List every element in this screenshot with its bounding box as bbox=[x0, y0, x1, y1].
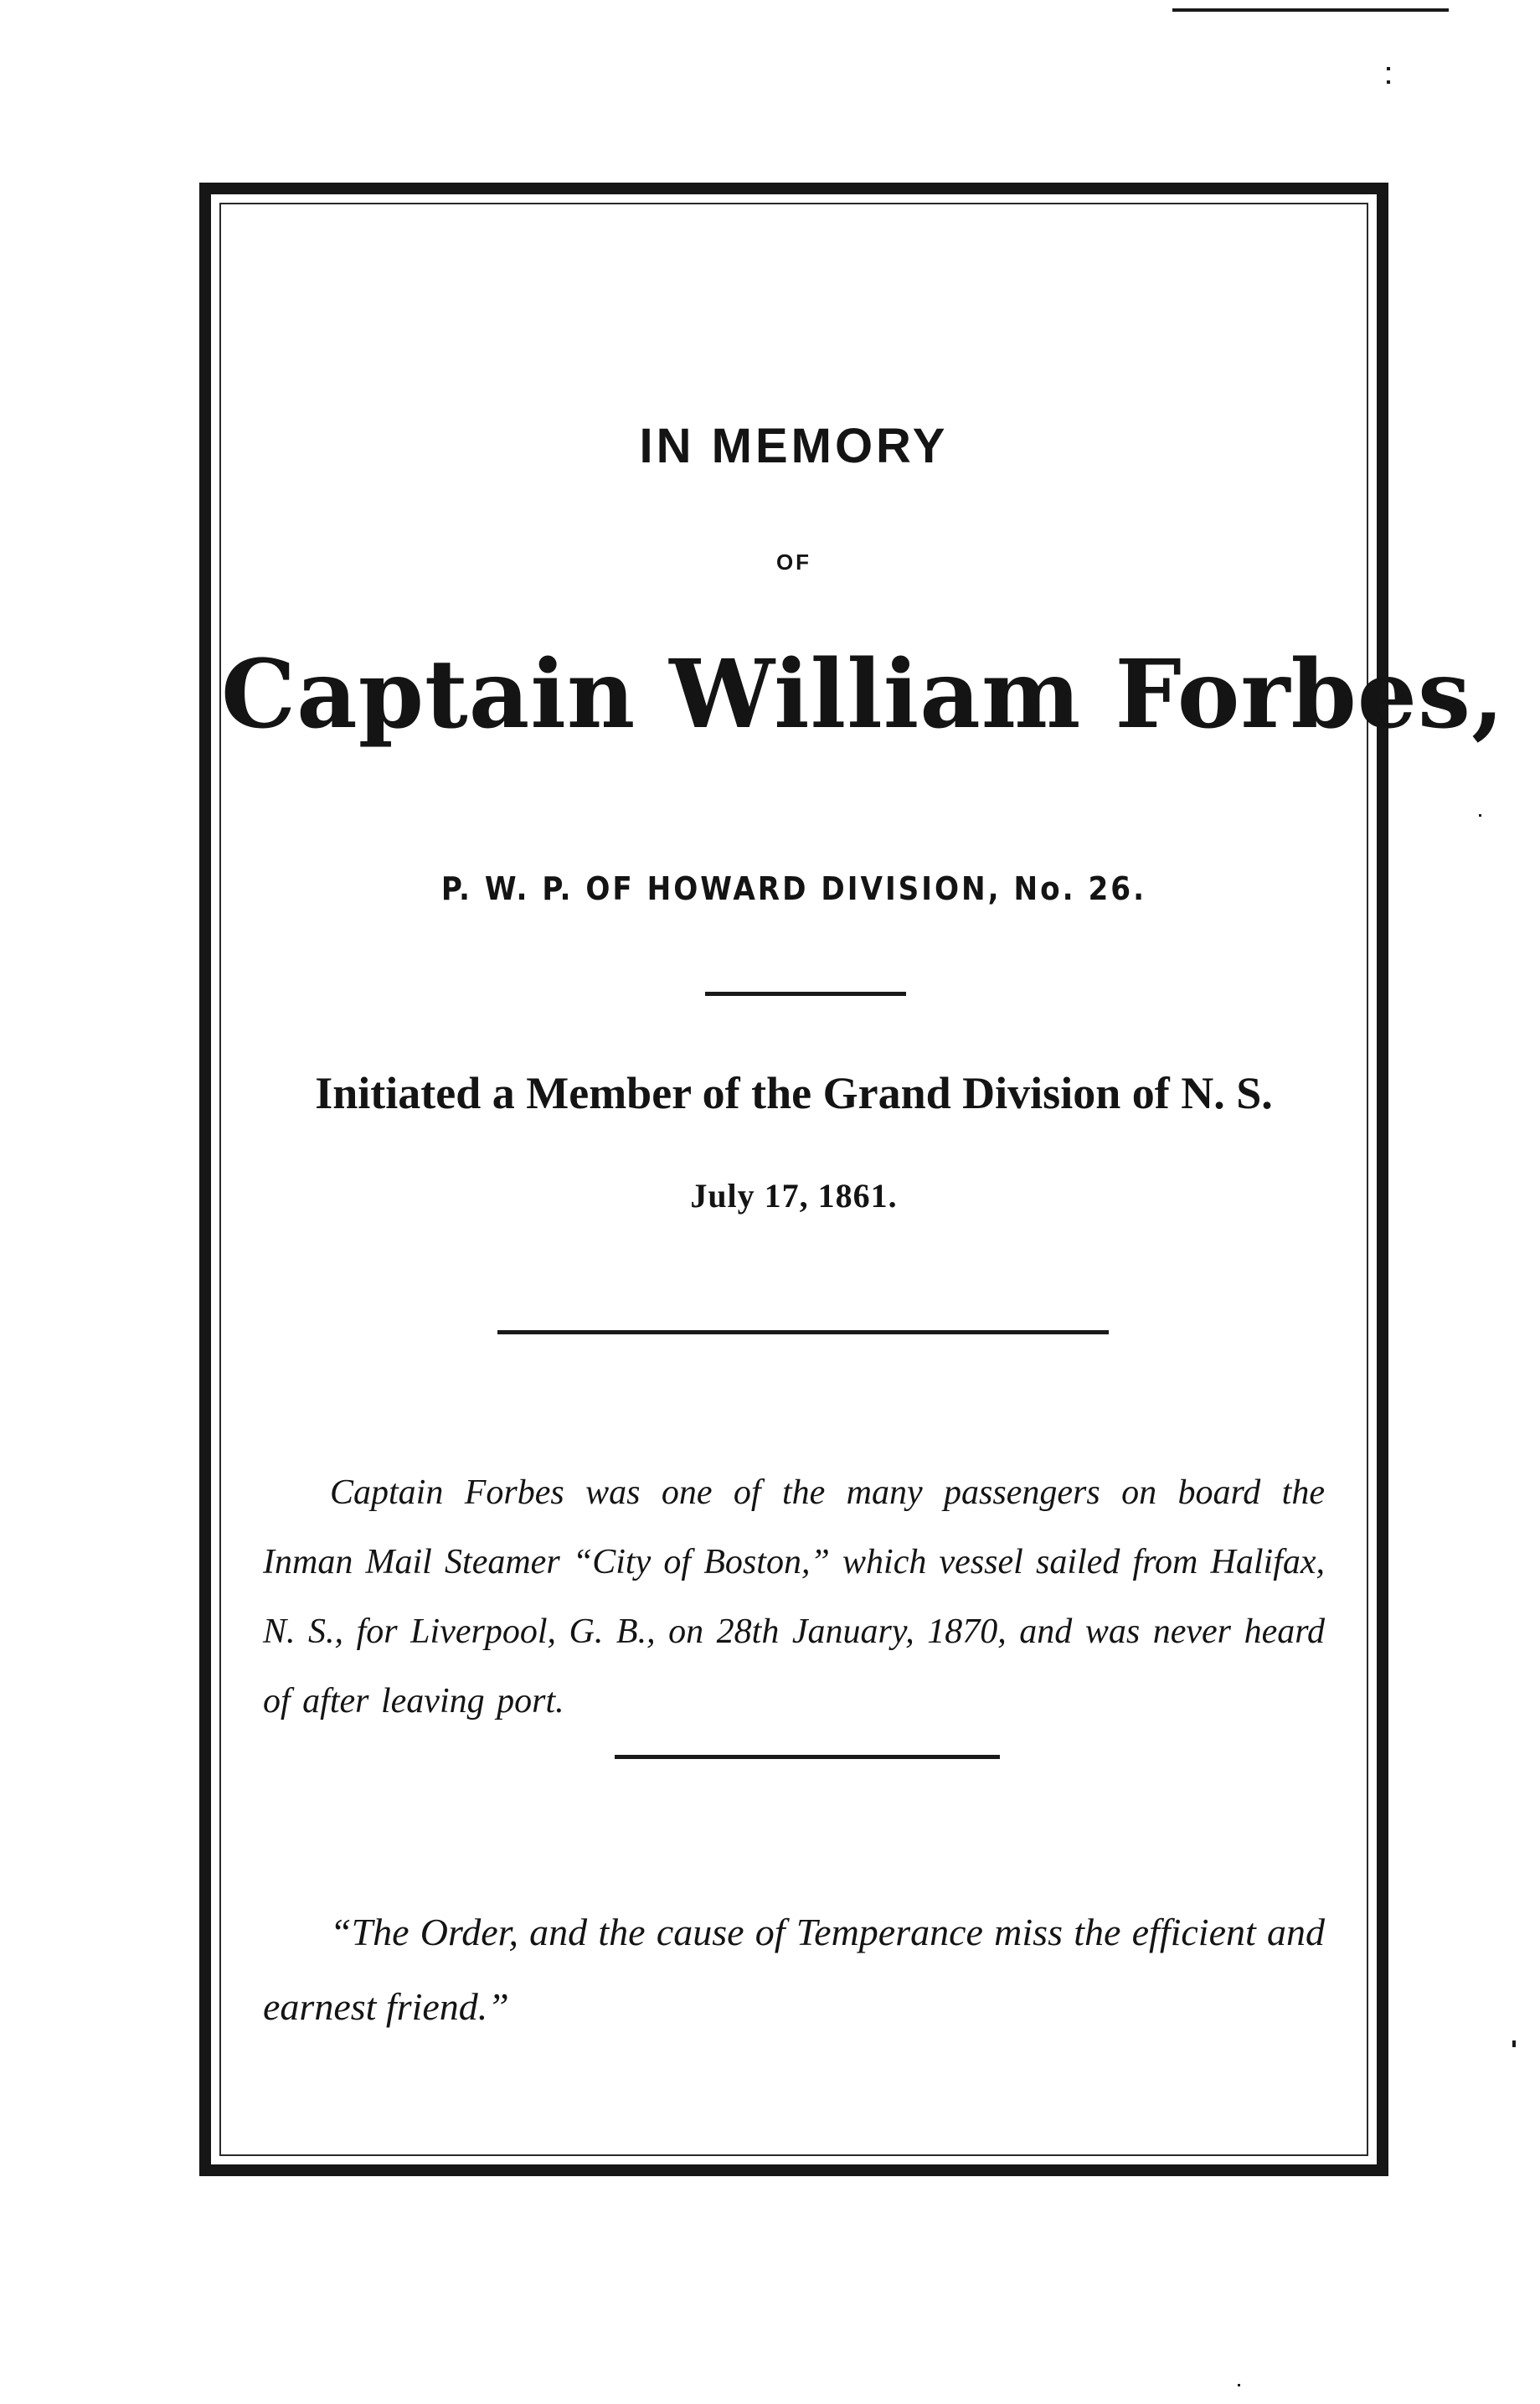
scan-mark-top-right bbox=[1172, 8, 1449, 12]
division-line: P. W. P. OF HOWARD DIVISION, No. 26. bbox=[440, 870, 1147, 907]
initiation-line: Initiated a Member of the Grand Division of N. S. bbox=[315, 1068, 1273, 1118]
divider-rule bbox=[705, 992, 906, 996]
scan-mark-dot bbox=[1479, 814, 1481, 817]
scan-mark-dot bbox=[1512, 2040, 1516, 2047]
divider-rule bbox=[615, 1755, 1000, 1759]
scan-mark-dot bbox=[1387, 67, 1390, 70]
scan-mark-dot bbox=[1387, 80, 1390, 84]
memorial-card-border bbox=[199, 183, 1506, 2176]
deceased-name: Captain William Forbes, bbox=[221, 640, 1506, 750]
memorial-card-inner-border bbox=[219, 203, 1506, 2156]
of-label: OF bbox=[775, 549, 812, 575]
initiation-date: July 17, 1861. bbox=[690, 1177, 898, 1215]
memorial-story-paragraph: Captain Forbes was one of the many passengers on board the Inman Mail Steamer “City of Boston,” which vessel sailed from Halifax, N. S., for Liverpool, G. B., on 28th January, 1870, and was never heard of after leaving port. bbox=[263, 1473, 1325, 1720]
divider-rule bbox=[497, 1330, 1109, 1334]
scan-mark-dot bbox=[1238, 2384, 1240, 2386]
in-memory-heading: IN MEMORY bbox=[639, 419, 949, 473]
memorial-quote: “The Order, and the cause of Temperance miss the efficient and earnest friend.” bbox=[263, 1911, 1325, 2028]
